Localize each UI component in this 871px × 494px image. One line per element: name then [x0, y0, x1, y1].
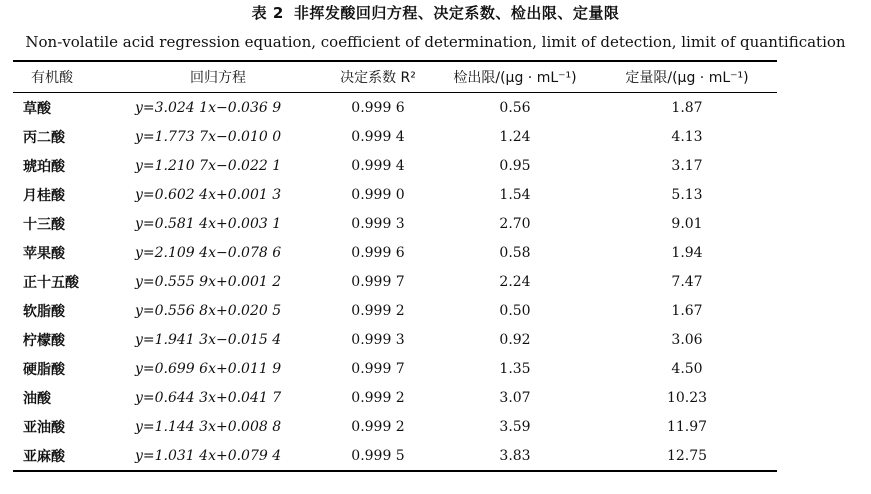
table-row: [13, 412, 777, 441]
regression-equation-cell: y=2.109 4x−0.078 6: [135, 244, 282, 261]
r2-cell: 0.999 4: [351, 128, 405, 145]
lod-cell: 3.59: [499, 418, 531, 435]
regression-equation-cell: y=0.602 4x+0.001 3: [135, 186, 282, 203]
loq-cell: 1.87: [671, 99, 703, 116]
loq-cell: 1.94: [671, 244, 703, 261]
loq-cell: 7.47: [671, 273, 703, 290]
lod-cell: 1.54: [499, 186, 531, 203]
column-header-r2: 决定系数 R²: [323, 61, 433, 93]
r2-cell: 0.999 7: [351, 273, 405, 290]
r2-cell: 0.999 6: [351, 244, 405, 261]
acid-name-cell: 软脂酸: [23, 303, 65, 320]
table-row: [13, 93, 777, 123]
acid-name-cell: 硬脂酸: [23, 361, 65, 378]
regression-equation-cell: y=0.555 9x+0.001 2: [135, 273, 282, 290]
table-row: [13, 122, 777, 151]
lod-cell: 0.92: [499, 331, 531, 348]
r2-cell: 0.999 3: [351, 331, 405, 348]
loq-cell: 11.97: [666, 418, 708, 435]
lod-cell: 0.56: [499, 99, 531, 116]
table-row: [13, 354, 777, 383]
column-header-lod: 检出限/(μg · mL⁻¹): [433, 61, 597, 93]
r2-cell: 0.999 7: [351, 360, 405, 377]
regression-equation-cell: y=1.941 3x−0.015 4: [135, 331, 282, 348]
r2-cell: 0.999 4: [351, 157, 405, 174]
table-number: 表 2: [251, 4, 284, 22]
header-row: [13, 61, 777, 93]
acid-name-cell: 油酸: [23, 390, 51, 407]
regression-equation-cell: y=1.031 4x+0.079 4: [113, 441, 323, 471]
acid-name-cell: 琥珀酸: [23, 158, 65, 175]
loq-cell: 3.17: [671, 157, 703, 174]
table-body: [13, 93, 777, 472]
r2-cell: 0.999 2: [351, 418, 405, 435]
lod-cell: 0.50: [499, 302, 531, 319]
table-row: [13, 325, 777, 354]
loq-cell: 1.67: [671, 302, 703, 319]
loq-cell: 4.50: [671, 360, 703, 377]
loq-cell: 9.01: [671, 215, 703, 232]
column-header-loq: 定量限/(μg · mL⁻¹): [597, 61, 777, 93]
lod-cell: 3.07: [499, 389, 531, 406]
acid-name-cell: 亚油酸: [23, 419, 65, 436]
table-row: [13, 151, 777, 180]
acid-name-cell: 柠檬酸: [23, 332, 65, 349]
lod-cell: 2.24: [499, 273, 531, 290]
r2-cell: 0.999 2: [351, 302, 405, 319]
acid-name-cell: 正十五酸: [23, 274, 79, 291]
table-row: [13, 296, 777, 325]
acid-name-cell: 十三酸: [23, 216, 65, 233]
data-table: [13, 60, 777, 472]
table-row: [13, 209, 777, 238]
column-header-equation: 回归方程: [113, 61, 323, 93]
table-row: [13, 180, 777, 209]
acid-name-cell: 亚麻酸: [13, 441, 113, 471]
regression-equation-cell: y=1.773 7x−0.010 0: [135, 128, 282, 145]
acid-name-cell: 草酸: [23, 100, 51, 117]
regression-equation-cell: y=0.644 3x+0.041 7: [135, 389, 282, 406]
acid-name-cell: 丙二酸: [23, 129, 65, 146]
regression-equation-cell: y=1.144 3x+0.008 8: [135, 418, 282, 435]
lod-cell: 0.95: [499, 157, 531, 174]
table-row: [13, 267, 777, 296]
r2-cell: 0.999 0: [351, 186, 405, 203]
regression-equation-cell: y=1.210 7x−0.022 1: [135, 157, 282, 174]
acid-name-cell: 苹果酸: [23, 245, 65, 262]
loq-cell: 3.06: [671, 331, 703, 348]
table-title: [0, 2, 871, 24]
acid-name-cell: 月桂酸: [23, 187, 65, 204]
lod-cell: 2.70: [499, 215, 531, 232]
loq-cell: 12.75: [597, 441, 777, 471]
loq-cell: 4.13: [671, 128, 703, 145]
lod-cell: 3.83: [433, 441, 597, 471]
regression-equation-cell: y=0.699 6x+0.011 9: [135, 360, 282, 377]
lod-cell: 1.24: [499, 128, 531, 145]
table-title-text: 非挥发酸回归方程、决定系数、检出限、定量限: [293, 4, 620, 22]
r2-cell: 0.999 3: [351, 215, 405, 232]
r2-cell: 0.999 2: [351, 389, 405, 406]
loq-cell: 5.13: [671, 186, 703, 203]
lod-cell: 1.35: [499, 360, 531, 377]
r2-cell: 0.999 6: [351, 99, 405, 116]
column-header-acid: 有机酸: [13, 61, 113, 93]
r2-cell: 0.999 5: [323, 441, 433, 471]
regression-equation-cell: y=3.024 1x−0.036 9: [135, 99, 282, 116]
loq-cell: 10.23: [666, 389, 708, 406]
table-row: [13, 441, 777, 471]
table-row: [13, 238, 777, 267]
regression-equation-cell: y=0.581 4x+0.003 1: [135, 215, 282, 232]
table-subtitle: Non-volatile acid regression equation, coefficient of determination, limit of detection, limit of quantification: [25, 33, 846, 51]
table-row: [13, 383, 777, 412]
regression-equation-cell: y=0.556 8x+0.020 5: [135, 302, 282, 319]
lod-cell: 0.58: [499, 244, 531, 261]
